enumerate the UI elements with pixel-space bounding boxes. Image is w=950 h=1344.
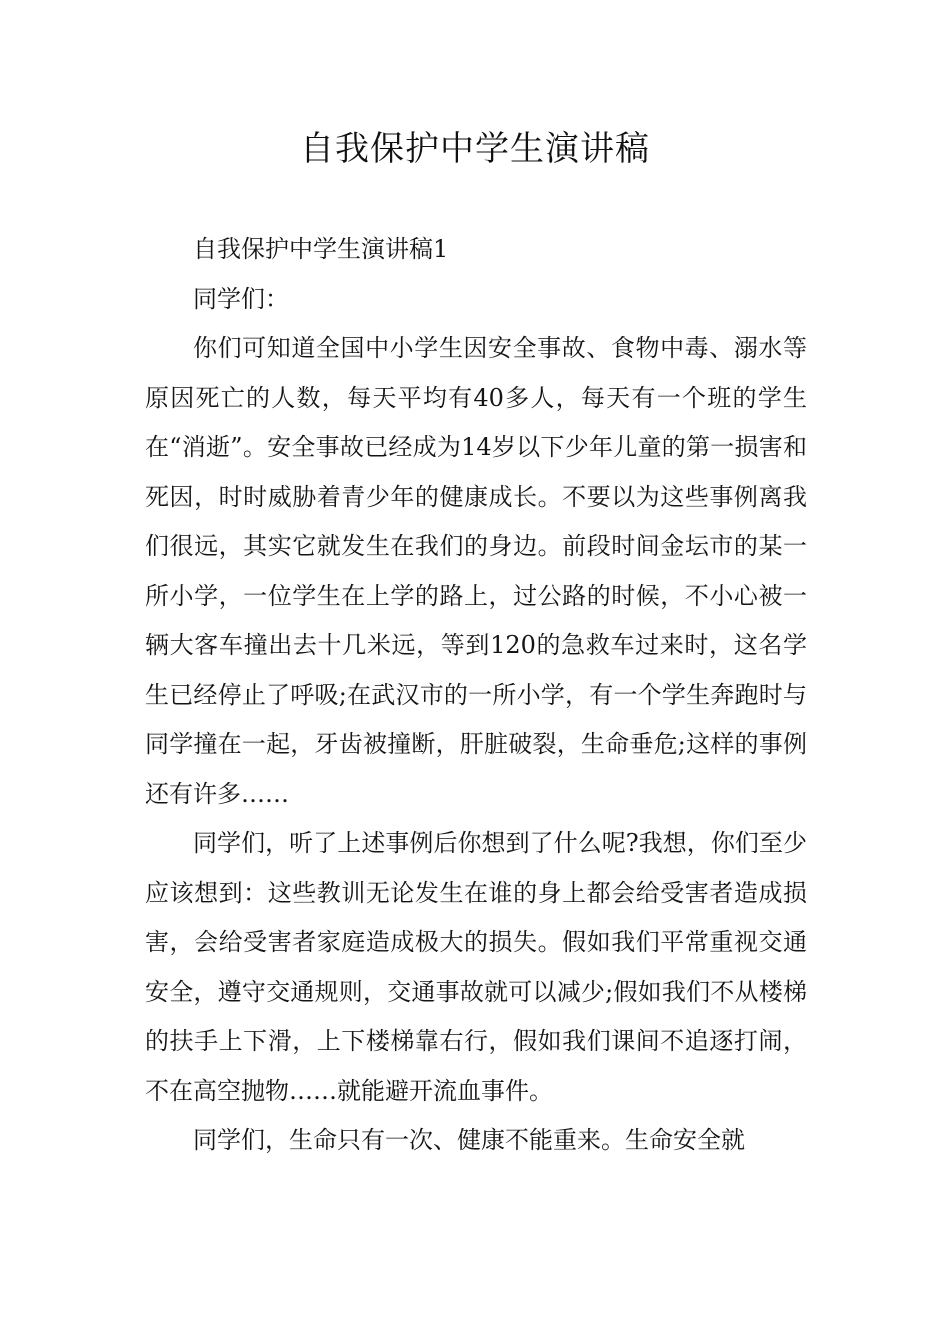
body-paragraph-2: 同学们，听了上述事例后你想到了什么呢?我想，你们至少应该想到：这些教训无论发生在谁的身上都会给受害者造成损害，会给受害者家庭造成极大的损失。假如我们平常重视交通安全，遵守交通规则，交通事故就可以减少;假如我们不从楼梯的扶手上下滑，上下楼梯靠右行，假如我们课间不追逐打闹，不在高空抛物……就能避开流血事件。 bbox=[145, 829, 807, 1105]
document-body bbox=[145, 225, 807, 1166]
body-paragraph-1: 你们可知道全国中小学生因安全事故、食物中毒、溺水等原因死亡的人数，每天平均有40多人，每天有一个班的学生在“消逝”。安全事故已经成为14岁以下少年儿童的第一损害和死因，时时威胁着青少年的健康成长。不要以为这些事例离我们很远，其实它就发生在我们的身边。前段时间金坛市的某一所小学，一位学生在上学的路上，过公路的时候，不小心被一辆大客车撞出去十几米远，等到120的急救车过来时，这名学生已经停止了呼吸;在武汉市的一所小学，有一个学生奔跑时与同学撞在一起，牙齿被撞断，肝脏破裂，生命垂危;这样的事例还有许多…… bbox=[145, 334, 807, 808]
document-title: 自我保护中学生演讲稿 bbox=[300, 129, 650, 169]
body-paragraph-3: 同学们，生命只有一次、健康不能重来。生命安全就 bbox=[193, 1126, 745, 1154]
salutation: 同学们： bbox=[193, 284, 289, 313]
speech-heading: 自我保护中学生演讲稿1 bbox=[193, 235, 449, 263]
